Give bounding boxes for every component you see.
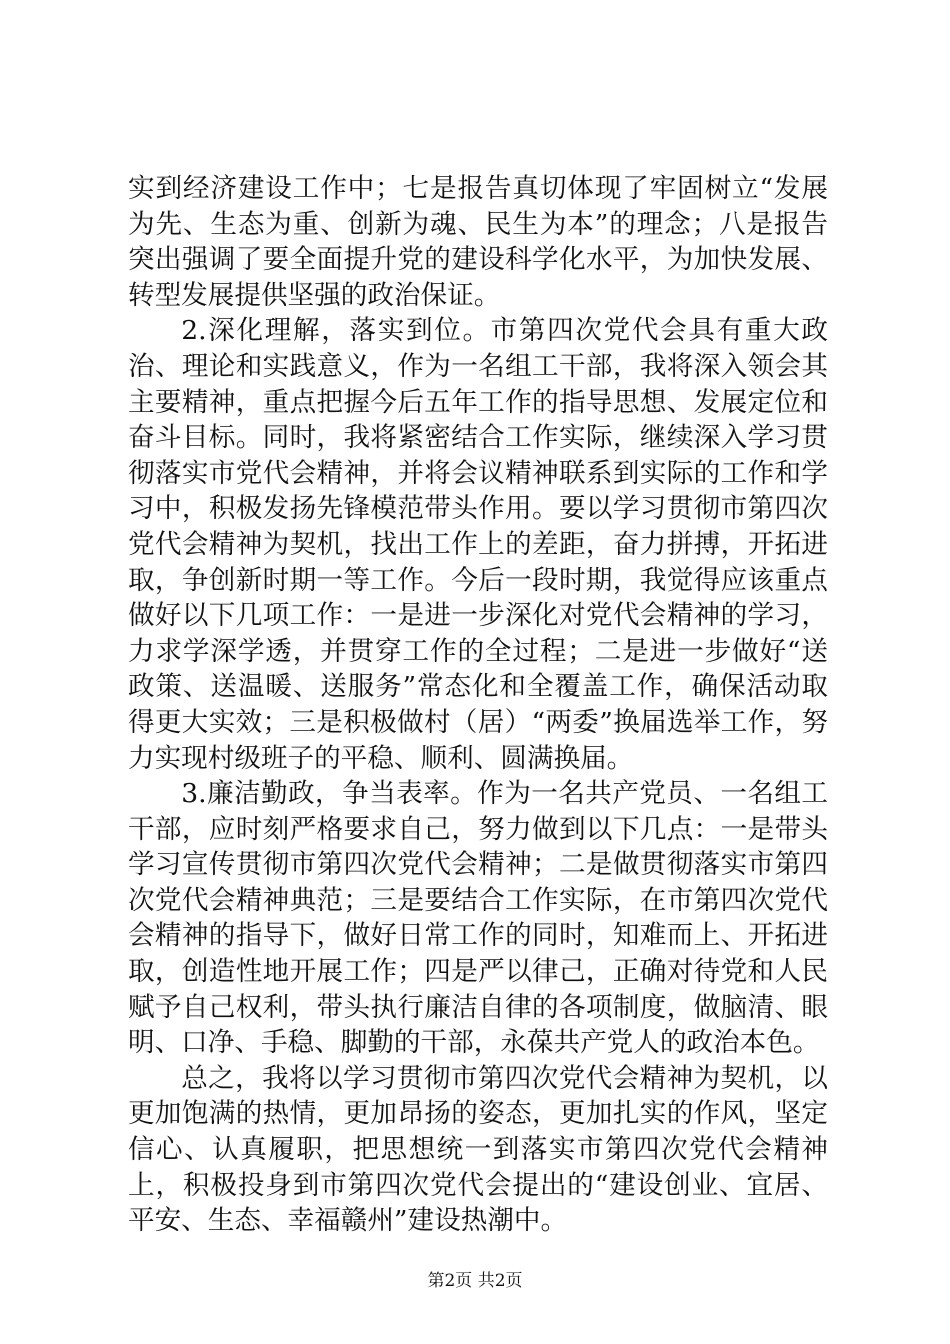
document-body	[128, 171, 828, 1239]
paragraph-deepen-understanding: 2.深化理解，落实到位。市第四次党代会具有重大政治、理论和实践意义，作为一名组工干部，我将深入领会其主要精神，重点把握今后五年工作的指导思想、发展定位和奋斗目标。同时，我将紧密结合工作实际，继续深入学习贯彻落实市党代会精神，并将会议精神联系到实际的工作和学习中，积极发扬先锋模范带头作用。要以学习贯彻市第四次党代会精神为契机，找出工作上的差距，奋力拼搏，开拓进取，争创新时期一等工作。今后一段时期，我觉得应该重点做好以下几项工作：一是进一步深化对党代会精神的学习，力求学深学透，并贯穿工作的全过程；二是进一步做好“送政策、送温暖、送服务”常态化和全覆盖工作，确保活动取得更大实效；三是积极做村（居）“两委”换届选举工作，努力实现村级班子的平稳、顺利、圆满换届。	[128, 315, 828, 774]
paragraph-conclusion: 总之，我将以学习贯彻市第四次党代会精神为契机，以更加饱满的热情，更加昂扬的姿态，更加扎实的作风，坚定信心、认真履职，把思想统一到落实市第四次党代会精神上，积极投身到市第四次党代会提出的“建设创业、宜居、平安、生态、幸福赣州”建设热潮中。	[128, 1062, 828, 1237]
page-number-footer: 第2页 共2页	[427, 1271, 523, 1291]
paragraph-integrity-diligence: 3.廉洁勤政，争当表率。作为一名共产党员、一名组工干部，应时刻严格要求自己，努力做到以下几点：一是带头学习宣传贯彻市第四次党代会精神；二是做贯彻落实市第四次党代会精神典范；三是要结合工作实际，在市第四次党代会精神的指导下，做好日常工作的同时，知难而上、开拓进取，创造性地开展工作；四是严以律己，正确对待党和人民赋予自己权利，带头执行廉洁自律的各项制度，做脑清、眼明、口净、手稳、脚勤的干部，永葆共产党人的政治本色。	[128, 778, 828, 1059]
paragraph-continuation: 实到经济建设工作中；七是报告真切体现了牢固树立“发展为先、生态为重、创新为魂、民生为本”的理念；八是报告突出强调了要全面提升党的建设科学化水平，为加快发展、转型发展提供坚强的政治保证。	[128, 173, 828, 311]
